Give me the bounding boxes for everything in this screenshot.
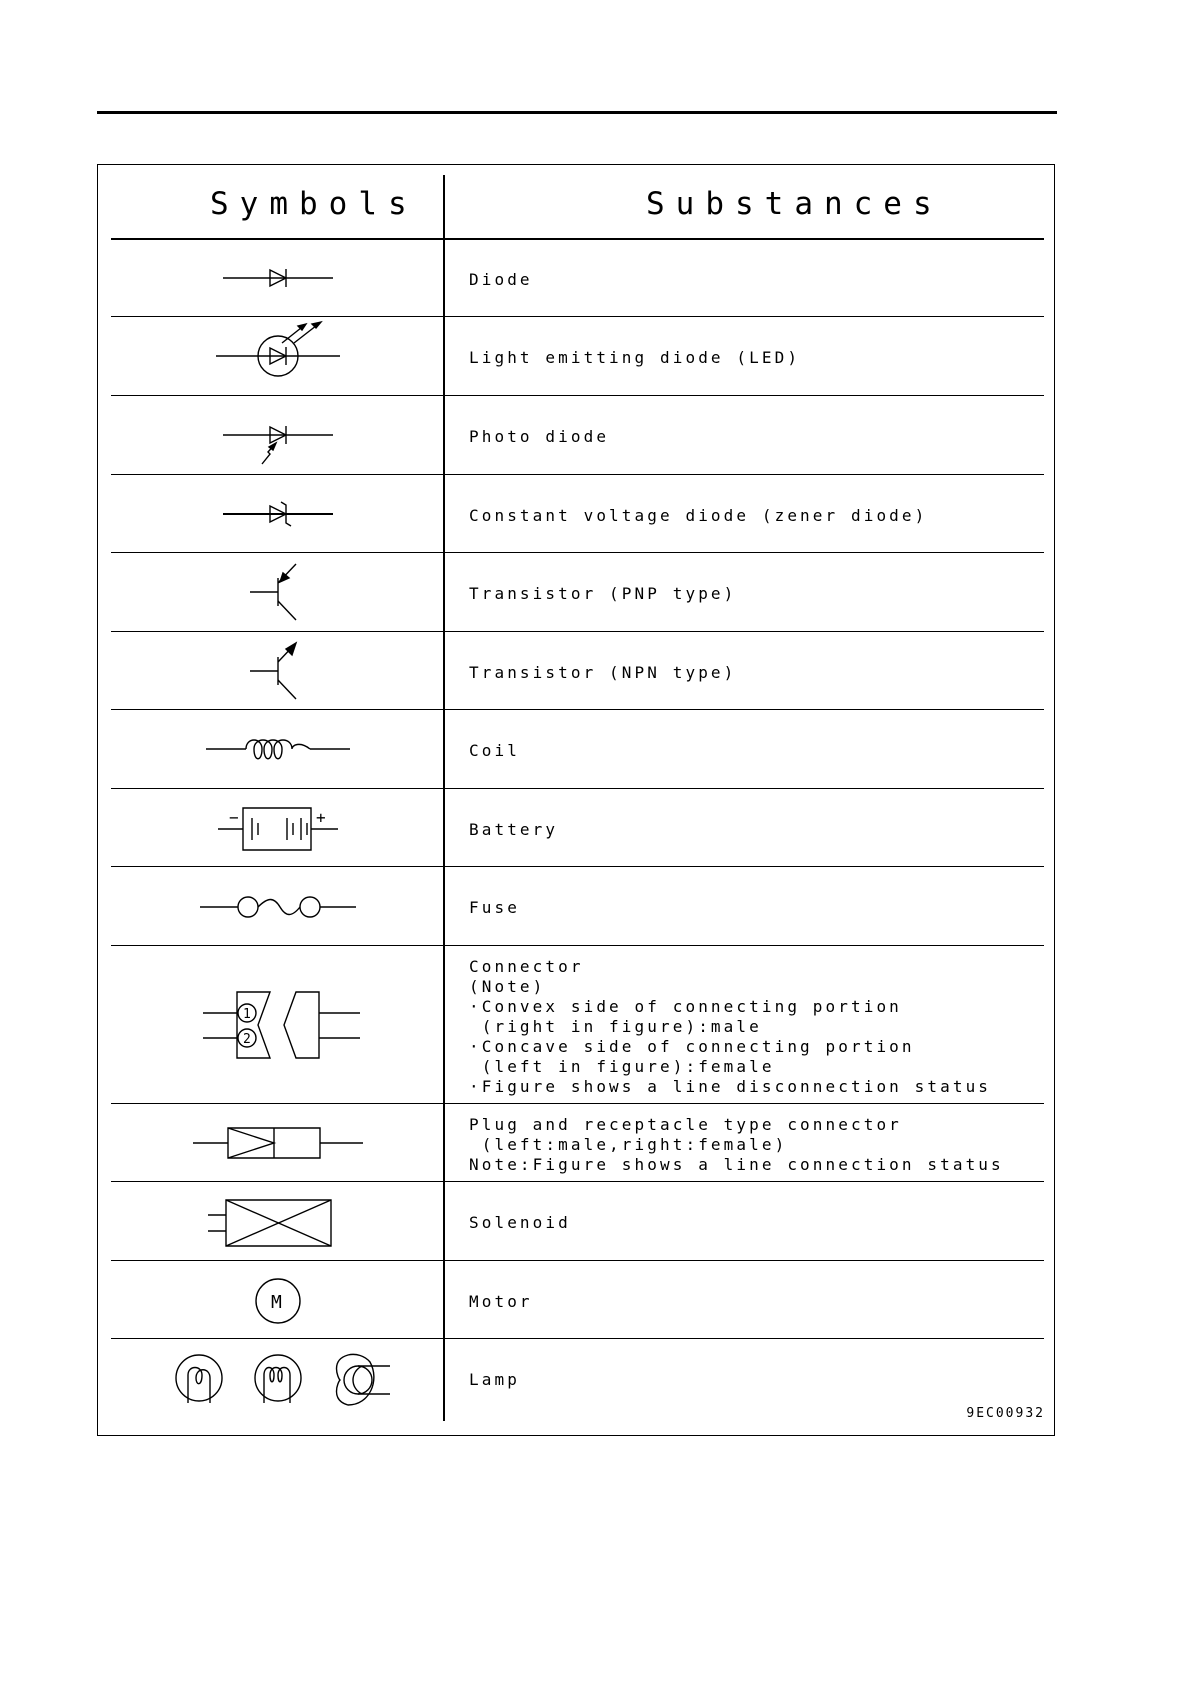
substance-connector: Connector (Note) ·Convex side of connecting portion (right in figure):male ·Concave side of connecting portion (left in figure):female ·Figure shows a line disconnection status xyxy=(469,957,992,1096)
photo-diode-icon xyxy=(223,426,333,464)
connector-pin-2: 2 xyxy=(243,1032,251,1047)
substance-led: Light emitting diode (LED) xyxy=(469,348,801,367)
substance-diode: Diode xyxy=(469,270,533,289)
substance-coil: Coil xyxy=(469,741,520,760)
header-substances: Substances xyxy=(646,186,943,222)
substance-battery: Battery xyxy=(469,820,559,839)
substance-npn-transistor: Transistor (NPN type) xyxy=(469,663,737,682)
motor-letter: M xyxy=(271,1292,282,1313)
substance-pnp-transistor: Transistor (PNP type) xyxy=(469,584,737,603)
lamp-icon xyxy=(176,1354,390,1405)
plug-receptacle-icon xyxy=(193,1128,363,1158)
solenoid-icon xyxy=(208,1200,331,1246)
battery-minus-label: − xyxy=(229,808,239,827)
header-symbols: Symbols xyxy=(210,186,418,222)
npn-transistor-icon xyxy=(250,643,296,699)
substance-solenoid: Solenoid xyxy=(469,1213,571,1232)
fuse-icon xyxy=(200,897,356,917)
substance-photo-diode: Photo diode xyxy=(469,427,610,446)
substance-plug-receptacle: Plug and receptacle type connector (left:male,right:female) Note:Figure shows a line connection status xyxy=(469,1115,1004,1174)
pnp-transistor-icon xyxy=(250,564,296,620)
substance-zener-diode: Constant voltage diode (zener diode) xyxy=(469,506,928,525)
diode-icon xyxy=(223,269,333,287)
substance-fuse: Fuse xyxy=(469,898,520,917)
connector-icon xyxy=(203,992,360,1058)
battery-plus-label: + xyxy=(316,808,326,827)
connector-pin-1: 1 xyxy=(243,1007,251,1022)
led-icon xyxy=(216,322,340,376)
substance-lamp: Lamp xyxy=(469,1370,520,1389)
figure-code: 9EC00932 xyxy=(966,1406,1045,1421)
substance-motor: Motor xyxy=(469,1292,533,1311)
zener-diode-icon xyxy=(223,502,333,526)
coil-icon xyxy=(206,740,350,759)
